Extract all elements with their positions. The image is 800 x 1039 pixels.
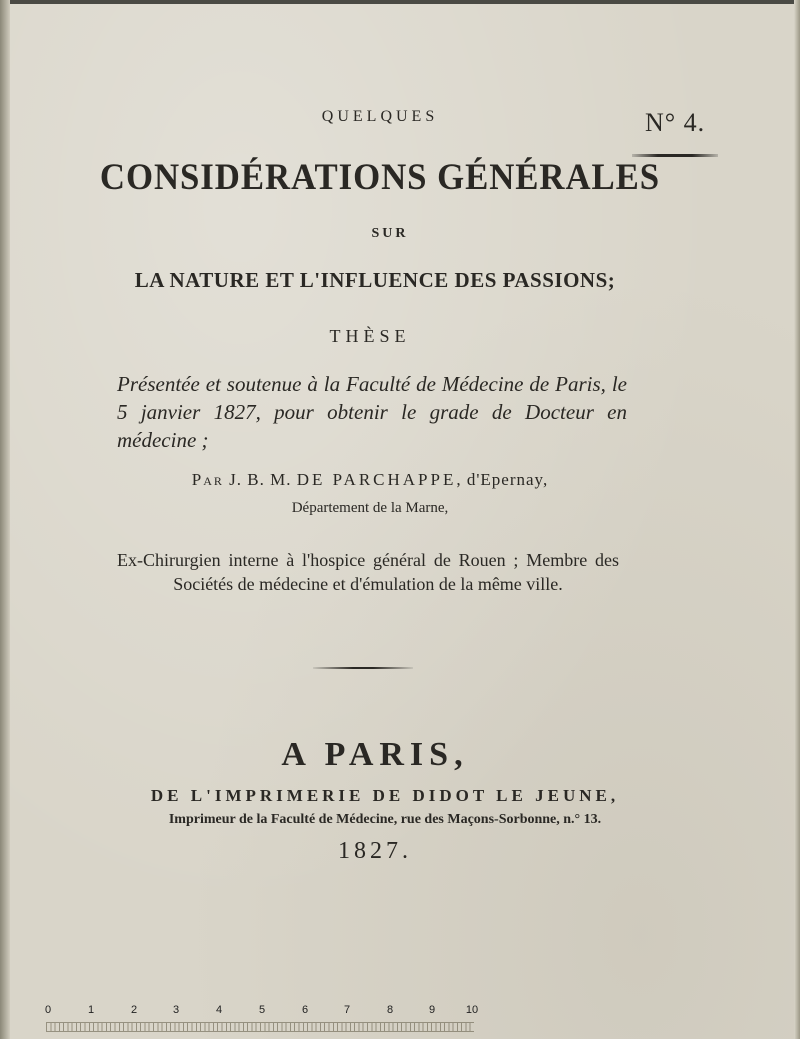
document-number: N° 4. (645, 108, 706, 137)
ruler-label: 6 (301, 1004, 309, 1016)
title-connector: SUR (371, 226, 409, 241)
ruler-label: 0 (44, 1004, 52, 1016)
printer-name: DE L'IMPRIMERIE DE DIDOT LE JEUNE, (150, 786, 620, 805)
ruler-label: 2 (130, 1004, 138, 1016)
author-name: DE PARCHAPPE (296, 470, 457, 489)
author-place: , d'Epernay, (456, 470, 549, 489)
subtitle: LA NATURE ET L'INFLUENCE DES PASSIONS; (134, 268, 616, 292)
printer-address: Imprimeur de la Faculté de Médecine, rue des Maçons-Sorbonne, n.° 13. (168, 812, 602, 827)
page-top-edge (0, 0, 800, 4)
ruler-label: 1 (87, 1004, 95, 1016)
author-initials: J. B. M. (229, 470, 292, 489)
ruler-tick-bar (46, 1022, 474, 1032)
page-right-edge (794, 0, 800, 1039)
section-divider (313, 667, 413, 669)
ruler-labels (40, 1004, 480, 1020)
author-line (0, 470, 770, 490)
author-credentials: Ex-Chirurgien interne à l'hospice général de Rouen ; Membre des Sociétés de médecine et d'émulation de la même ville. (117, 550, 619, 594)
ruler-label: 9 (428, 1004, 436, 1016)
author-prefix: Par (191, 470, 224, 489)
presentation-text: Présentée et soutenue à la Faculté de Médecine de Paris, le 5 janvier 1827, pour obtenir le grade de Docteur en médecine ; (117, 372, 627, 452)
publication-year: 1827. (338, 838, 412, 864)
thesis-heading: THÈSE (329, 326, 411, 346)
ruler-label: 7 (343, 1004, 351, 1016)
ruler-label: 10 (465, 1004, 479, 1016)
title-prefix: QUELQUES (321, 108, 439, 125)
main-title: CONSIDÉRATIONS GÉNÉRALES (99, 157, 661, 198)
author-department: Département de la Marne, (291, 500, 449, 516)
ruler-label: 3 (172, 1004, 180, 1016)
publication-city: A PARIS, (281, 736, 469, 773)
ruler-label: 4 (215, 1004, 223, 1016)
scale-ruler (40, 1004, 480, 1034)
ruler-label: 8 (386, 1004, 394, 1016)
ruler-label: 5 (258, 1004, 266, 1016)
